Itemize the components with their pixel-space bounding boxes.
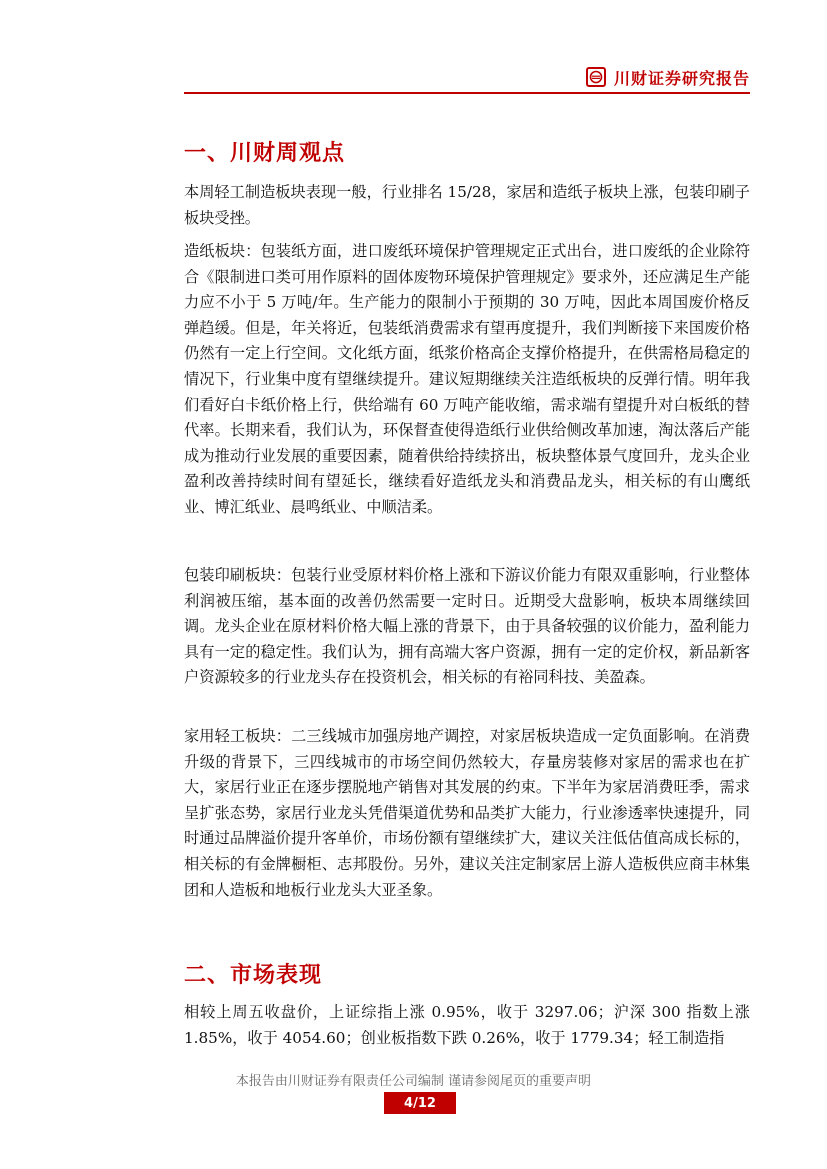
paragraph-paper: 造纸板块：包装纸方面，进口废纸环境保护管理规定正式出台，进口废纸的企业除符合《限制进口类可用作原料的固体废物环境保护管理规定》要求外，还应满足生产能力应不小于 5 万吨/年。生产能力的限制小于预期的 30 万吨，因此本周国废价格反弹趋缓。但是，年关将近，包装纸消费需求有望再度提升，我们判断接下来国废价格仍然有一定上行空间。文化纸方面，纸浆价格高企支撑价格提升，在供需格局稳定的情况下，行业集中度有望继续提升。建议短期继续关注造纸板块的反弹行情。明年我们看好白卡纸价格上行，供给端有 60 万吨产能收缩，需求端有望提升对白板纸的替代率。长期来看，我们认为，环保督查使得造纸行业供给侧改革加速，淘汰落后产能成为推动行业发展的重要因素，随着供给持续挤出，板块整体景气度回升，龙头企业盈利改善持续时间有望延长，继续看好造纸龙头和消费品龙头，相关标的有山鹰纸业、博汇纸业、晨鸣纸业、中顺洁柔。 xyxy=(184,242,750,516)
page-number: 4/12 xyxy=(384,1092,456,1114)
header-divider xyxy=(184,92,750,94)
brand-title: 川财证券研究报告 xyxy=(613,68,750,88)
paragraph-packaging: 包装印刷板块：包装行业受原材料价格上涨和下游议价能力有限双重影响，行业整体利润被压缩，基本面的改善仍然需要一定时日。近期受大盘影响，板块本周继续回调。龙头企业在原材料价格大幅上涨的背景下，由于具备较强的议价能力，盈利能力具有一定的稳定性。我们认为，拥有高端大客户资源，拥有一定的定价权，新品新客户资源较多的行业龙头存在投资机会，相关标的有裕同科技、美盈森。 xyxy=(184,566,750,687)
section-title-weekly-view: 一、川财周观点 xyxy=(184,141,346,166)
chuancai-logo-icon xyxy=(586,67,606,87)
paragraph-market: 相较上周五收盘价，上证综指上涨 0.95%，收于 3297.06；沪深 300 指数上涨 1.85%，收于 4054.60；创业板指数下跌 0.26%，收于 1779.34；轻工制造指 xyxy=(184,1003,750,1047)
report-header xyxy=(184,64,750,92)
brand xyxy=(586,66,750,88)
footer-disclaimer: 本报告由川财证券有限责任公司编制 谨请参阅尾页的重要声明 xyxy=(235,1074,592,1089)
section-title-market-performance: 二、市场表现 xyxy=(184,963,323,988)
paragraph-summary: 本周轻工制造板块表现一般，行业排名 15/28，家居和造纸子板块上涨，包装印刷子板块受挫。 xyxy=(184,183,750,227)
paragraph-home-furnishing: 家用轻工板块：二三线城市加强房地产调控，对家居板块造成一定负面影响。在消费升级的背景下，三四线城市的市场空间仍然较大，存量房装修对家居的需求也在扩大，家居行业正在逐步摆脱地产销售对其发展的约束。下半年为家居消费旺季，需求呈扩张态势，家居行业龙头凭借渠道优势和品类扩大能力，行业渗透率快速提升，同时通过品牌溢价提升客单价，市场份额有望继续扩大，建议关注低估值高成长标的，相关标的有金牌橱柜、志邦股份。另外，建议关注定制家居上游人造板供应商丰林集团和人造板和地板行业龙头大亚圣象。 xyxy=(184,727,750,899)
